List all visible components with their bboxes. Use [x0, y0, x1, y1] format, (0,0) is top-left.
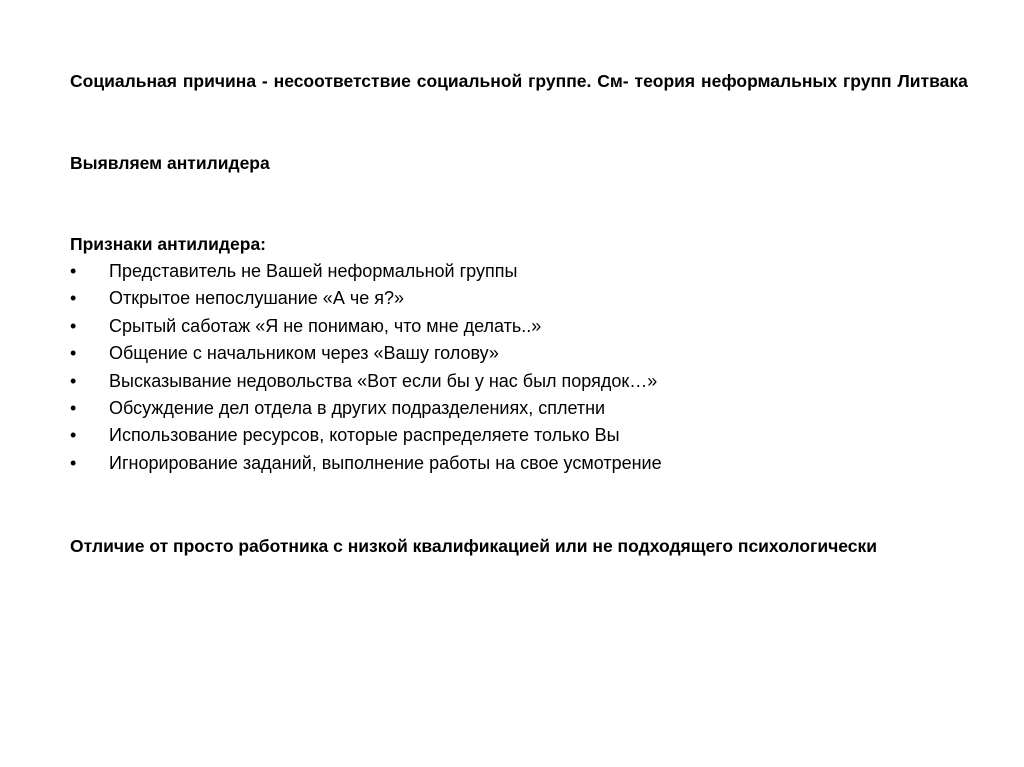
- list-item-text: Представитель не Вашей неформальной группы: [109, 261, 518, 281]
- list-item: [70, 285, 662, 312]
- reveal-heading: Выявляем антилидера: [70, 153, 270, 173]
- list-item-text: Открытое непослушание «А че я?»: [109, 288, 404, 309]
- bullet-icon: •: [70, 425, 77, 446]
- list-item-text: Срытый саботаж «Я не понимаю, что мне делать..»: [109, 315, 542, 336]
- list-item-text: Обсуждение дел отдела в других подразделениях, сплетни: [109, 398, 606, 419]
- list-item: [70, 395, 662, 422]
- list-item: [70, 368, 662, 395]
- difference-paragraph: Отличие от просто работника с низкой квалификацией или не подходящего психологически: [70, 536, 878, 556]
- bullet-icon: •: [70, 452, 77, 473]
- bullet-icon: •: [70, 398, 77, 419]
- list-item-text: Игнорирование заданий, выполнение работы на свое усмотрение: [109, 452, 662, 473]
- bullet-icon: •: [70, 261, 77, 281]
- list-item: [70, 258, 662, 285]
- cause-paragraph: Социальная причина - несоответствие социальной группе. См- теория неформальных групп Литвака: [70, 71, 968, 91]
- signs-list: [70, 258, 662, 477]
- bullet-icon: •: [70, 315, 77, 336]
- list-item: [70, 313, 662, 340]
- list-item: [70, 340, 662, 367]
- list-item: [70, 422, 662, 449]
- list-item: [70, 450, 662, 477]
- list-item-text: Высказывание недовольства «Вот если бы у нас был порядок…»: [109, 370, 658, 391]
- list-item-text: Общение с начальником через «Вашу голову»: [109, 343, 499, 364]
- bullet-icon: •: [70, 288, 77, 309]
- bullet-icon: •: [70, 343, 77, 364]
- bullet-icon: •: [70, 370, 77, 391]
- signs-heading: Признаки антилидера:: [70, 234, 267, 254]
- list-item-text: Использование ресурсов, которые распределяете только Вы: [109, 425, 620, 446]
